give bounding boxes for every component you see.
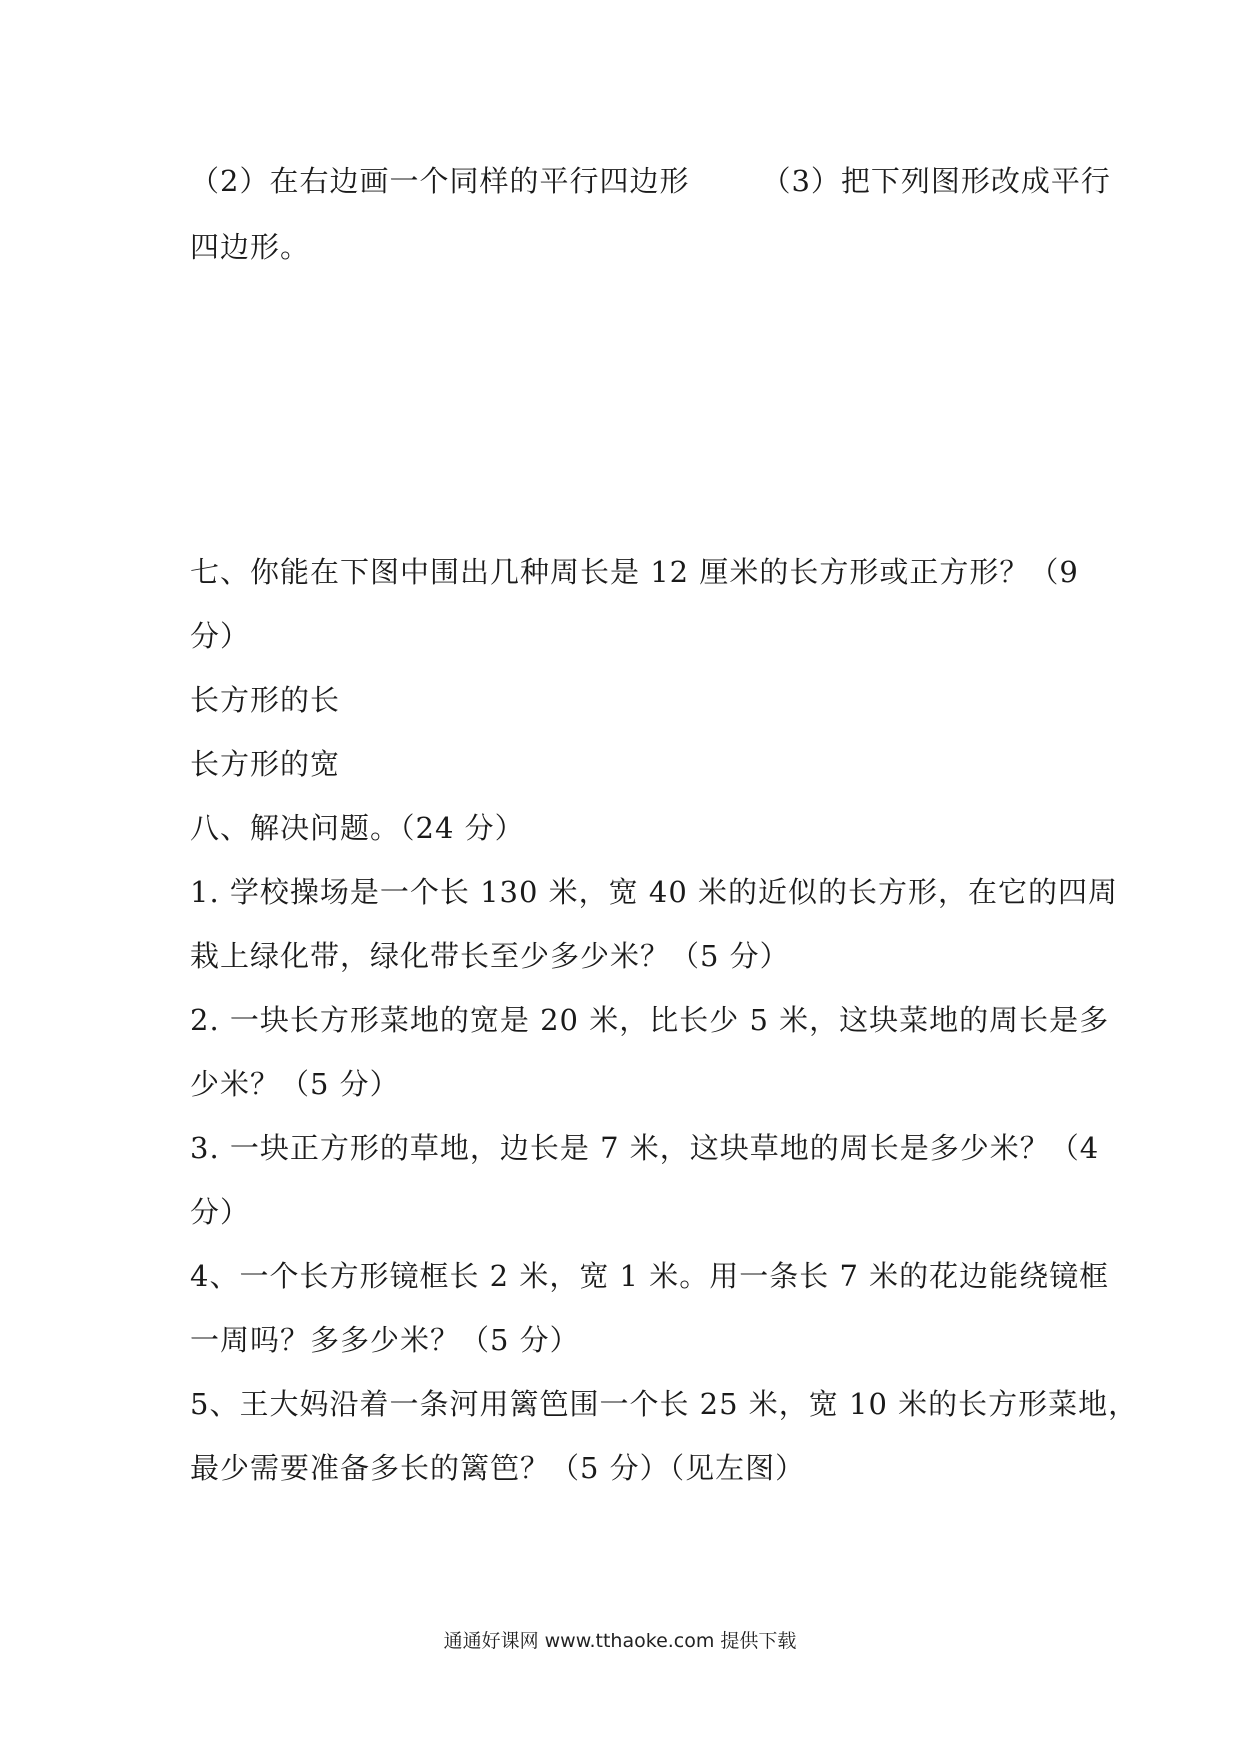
problem-1-line1: 1. 学校操场是一个长 130 米，宽 40 米的近似的长方形，在它的四周 [190, 875, 1119, 909]
section6-line1 [190, 161, 1111, 201]
page-footer: 通通好课网 www.tthaoke.com 提供下载 [443, 1630, 797, 1652]
item3-text-line2: 四边形。 [190, 230, 311, 264]
problem-3-line1: 3. 一块正方形的草地，边长是 7 米，这块草地的周长是多少米？（4 [190, 1131, 1100, 1165]
problem-5-line2: 最少需要准备多长的篱笆？（5 分）（见左图） [190, 1451, 806, 1485]
section7-title-line2: 分） [190, 619, 251, 653]
problem-1-line2: 栽上绿化带，绿化带长至少多少米？（5 分） [190, 939, 790, 973]
section8-title: 八、解决问题。（24 分） [190, 811, 525, 845]
problem-2-line1: 2. 一块长方形菜地的宽是 20 米，比长少 5 米，这块菜地的周长是多 [190, 1003, 1110, 1037]
problem-2-line2: 少米？（5 分） [190, 1067, 400, 1101]
section7-title-line1: 七、你能在下图中围出几种周长是 12 厘米的长方形或正方形？（9 [190, 555, 1079, 589]
problem-4-line1: 4、一个长方形镜框长 2 米，宽 1 米。用一条长 7 米的花边能绕镜框 [190, 1259, 1110, 1293]
item3-text-line1: （3）把下列图形改成平行 [761, 164, 1111, 198]
rect-length-label: 长方形的长 [190, 683, 341, 717]
problem-5-line1: 5、王大妈沿着一条河用篱笆围一个长 25 米，宽 10 米的长方形菜地， [190, 1387, 1139, 1421]
problem-4-line2: 一周吗？多多少米？（5 分） [190, 1323, 580, 1357]
item2-text: （2）在右边画一个同样的平行四边形 [190, 164, 690, 198]
rect-width-label: 长方形的宽 [190, 747, 341, 781]
problem-3-line2: 分） [190, 1195, 251, 1229]
